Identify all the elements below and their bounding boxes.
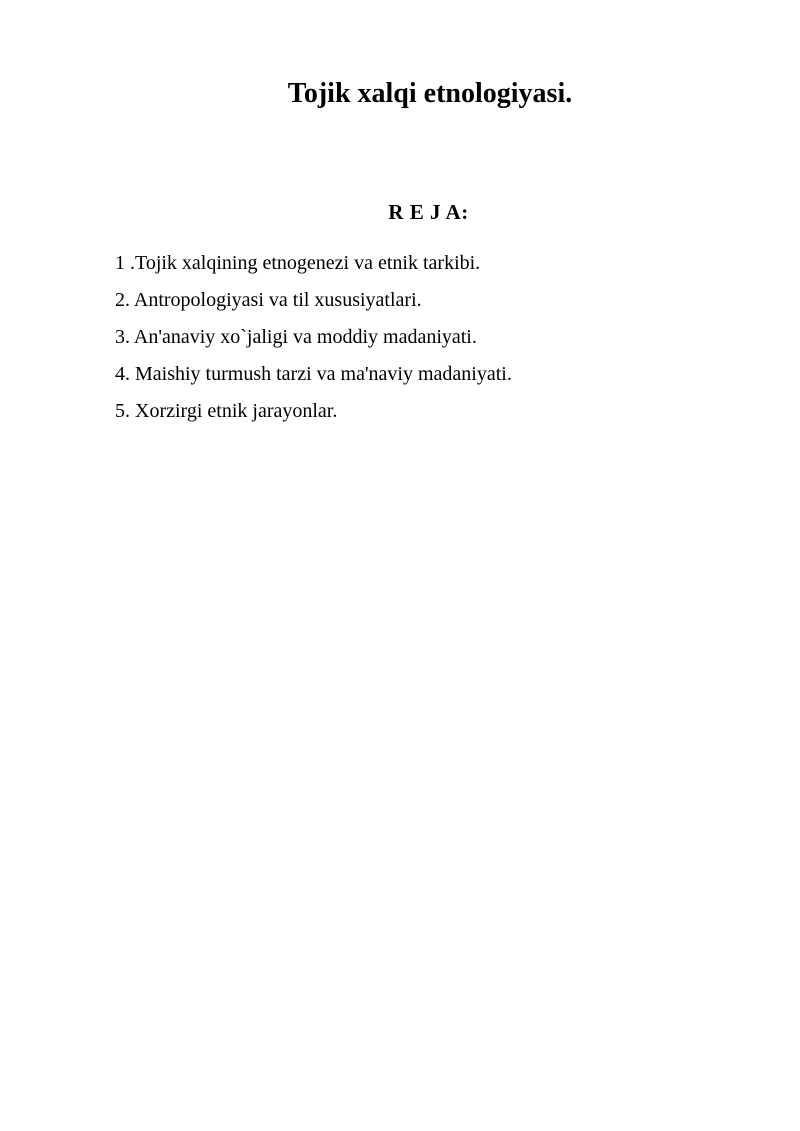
plan-list	[115, 245, 512, 430]
plan-item-3: 3. An'anaviy xo`jaligi va moddiy madaniyati.	[115, 326, 477, 348]
plan-item-2: 2. Antropologiyasi va til xususiyatlari.	[115, 289, 422, 311]
plan-item-5: 5. Xorzirgi etnik jarayonlar.	[115, 400, 338, 422]
plan-item-4: 4. Maishiy turmush tarzi va ma'naviy madaniyati.	[115, 363, 512, 385]
plan-heading: R E J A:	[388, 200, 469, 224]
plan-item-1: 1 .Tojik xalqining etnogenezi va etnik tarkibi.	[115, 252, 481, 274]
document-title: Tojik xalqi etnologiyasi.	[287, 78, 573, 109]
